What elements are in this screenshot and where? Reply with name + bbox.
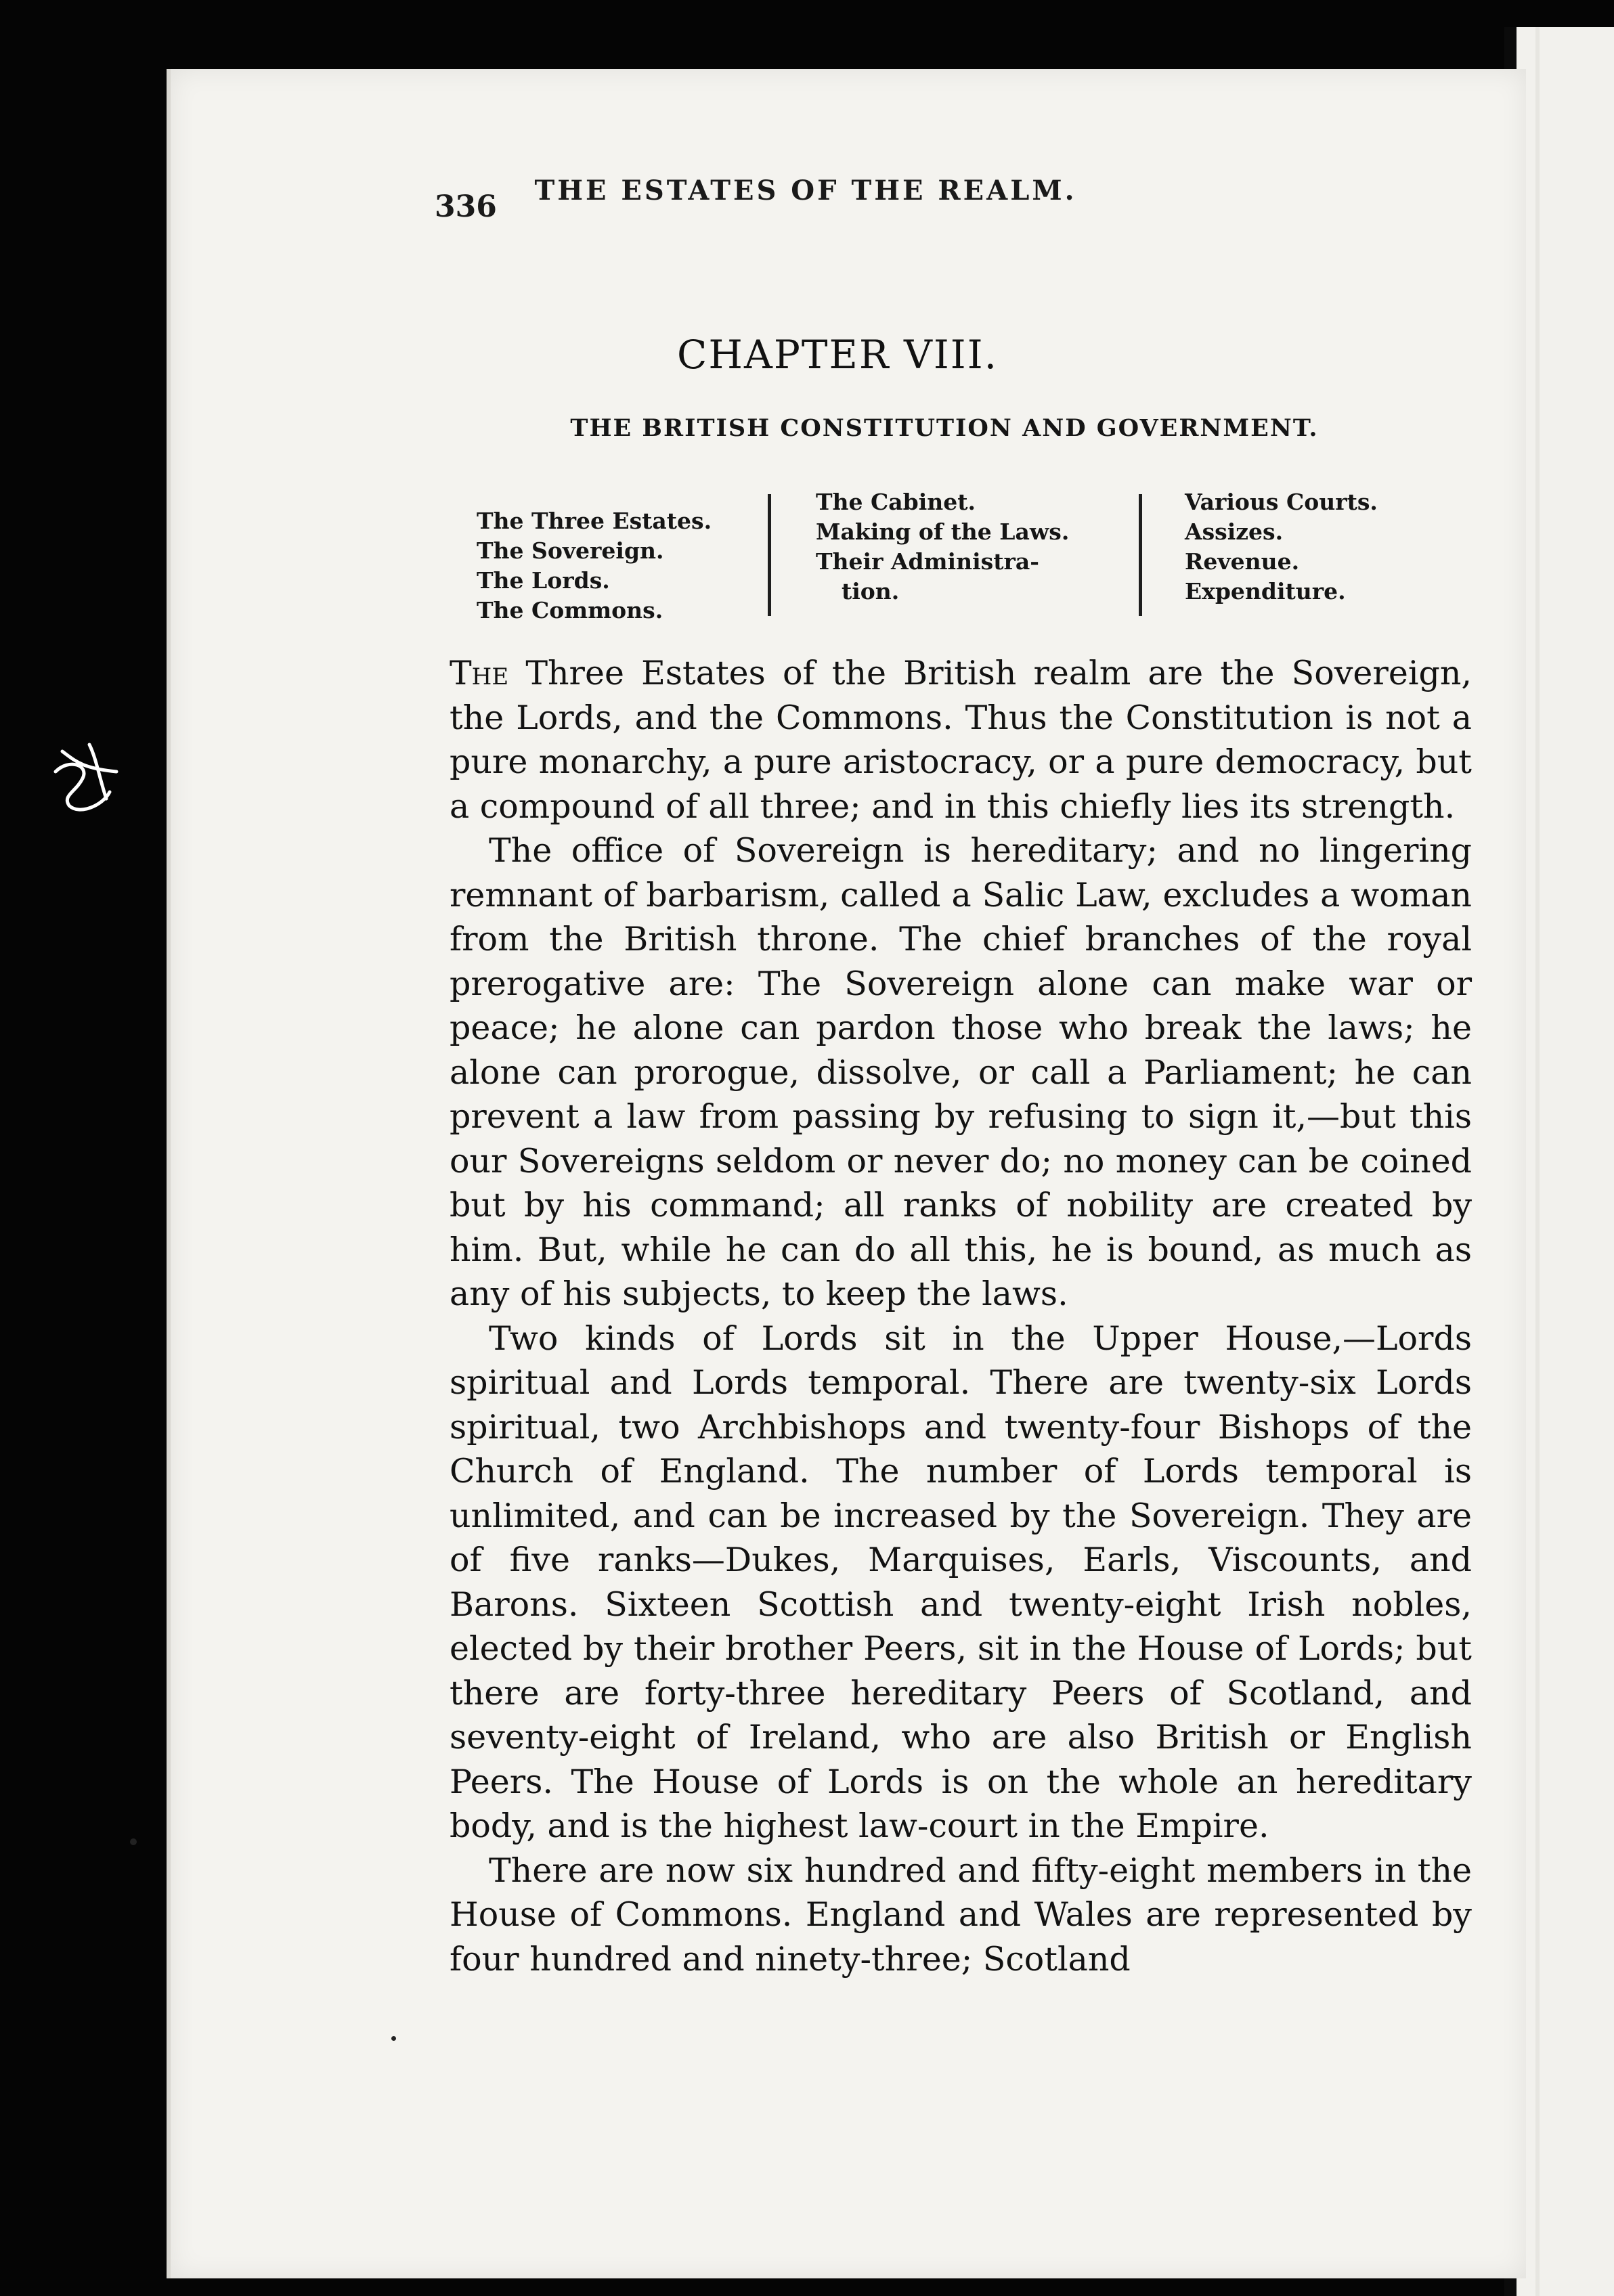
summary-entry: The Sovereign.: [477, 537, 664, 564]
summary-entry: tion.: [842, 578, 900, 604]
paragraph-lead-word: The: [450, 654, 509, 692]
paragraph-text: Three Estates of the British realm are the Sovereign, the Lords, and the Commons. Thus the Constitution is not a pure monarchy, a pure aristocracy, or a pure democracy, but a compound of all three; and in this chiefly lies its strength.: [450, 654, 1472, 826]
summary-entry: Assizes.: [1185, 518, 1284, 545]
summary-column-3: [1185, 487, 1408, 606]
paragraph: The office of Sovereign is hereditary; and no lingering remnant of barbarism, called a Salic Law, excludes a woman from the British throne. The chief branches of the royal prerogative are: The Sovereign alone can make war or peace; he alone can pardon those who break the laws; he alone can prorogue, dissolve, or call a Parliament; he can prevent a law from passing by refusing to sign it,—but this our Sovereigns seldom or never do; no money can be coined but by his command; all ranks of nobility are created by him. But, while he can do all this, he is bound, as much as any of his subjects, to keep the laws.: [450, 831, 1472, 1313]
paragraph: [450, 651, 1472, 829]
summary-column-2: [816, 487, 1141, 606]
summary-entry: Their Administra-: [816, 548, 1039, 575]
margin-speck: [130, 1838, 137, 1845]
margin-speck: [391, 2036, 396, 2041]
summary-entry: Making of the Laws.: [816, 518, 1070, 545]
page-number: 336: [435, 190, 497, 224]
summary-entry: Revenue.: [1185, 548, 1300, 575]
summary-entry: The Commons.: [477, 597, 663, 623]
paragraph: Two kinds of Lords sit in the Upper House,—Lords spiritual and Lords temporal. There are twenty-six Lords spiritual, two Archbishops and twenty-four Bishops of the Church of England. The number of Lords temporal is unlimited, and can be increased by the Sovereign. They are of five ranks—Dukes, Marquises, Earls, Viscounts, and Barons. Sixteen Scottish and twenty-eight Irish nobles, elected by their brother Peers, sit in the House of Lords; but there are forty-three hereditary Peers of Scotland, and seventy-eight of Ireland, who are also British or English Peers. The House of Lords is on the whole an hereditary body, and is the highest law-court in the Empire.: [450, 1319, 1472, 1845]
summary-divider: [1139, 494, 1142, 616]
margin-scribble-icon: [42, 731, 137, 826]
page-gutter: [1535, 27, 1540, 2296]
summary-entry: The Lords.: [477, 567, 610, 594]
summary-entry: The Three Estates.: [477, 508, 712, 534]
chapter-summary: [474, 487, 1408, 630]
summary-entry: The Cabinet.: [816, 489, 976, 515]
chapter-subtitle: THE BRITISH CONSTITUTION AND GOVERNMENT.: [570, 414, 1319, 442]
summary-entry: Various Courts.: [1185, 489, 1378, 515]
body-text: [450, 651, 1472, 1981]
paragraph: There are now six hundred and fifty-eight members in the House of Commons. England and Wales are represented by four hundred and ninety-three; Scotland: [450, 1851, 1472, 1979]
summary-divider: [768, 494, 771, 616]
summary-column-1: [477, 506, 761, 625]
summary-entry: Expenditure.: [1185, 578, 1346, 604]
chapter-title: CHAPTER VIII.: [677, 332, 999, 378]
running-head-title: THE ESTATES OF THE REALM.: [534, 175, 1077, 206]
